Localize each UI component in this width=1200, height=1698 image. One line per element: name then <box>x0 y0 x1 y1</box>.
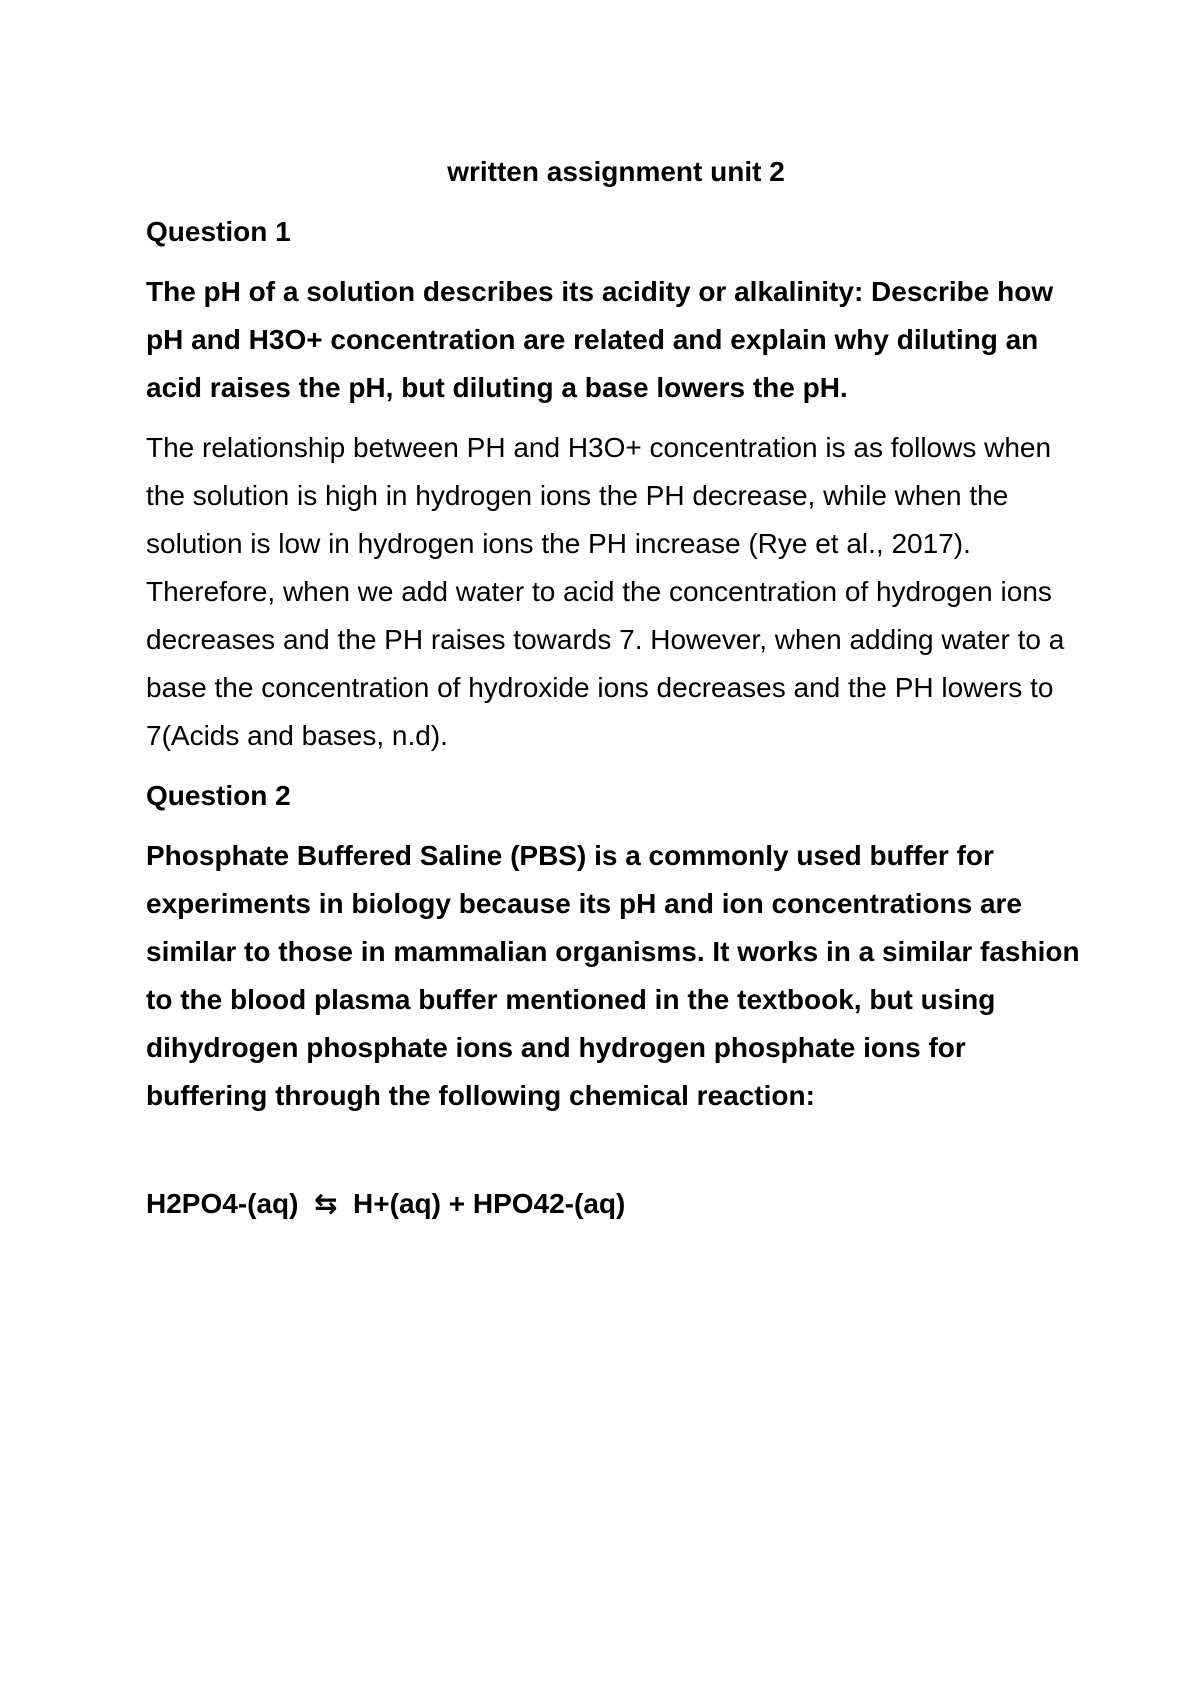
document-title: written assignment unit 2 <box>447 156 785 187</box>
question-2-heading: Question 2 <box>146 780 291 811</box>
question-2-prompt: Phosphate Buffered Saline (PBS) is a commonly used buffer for experiments in biology because its pH and ion concentrations are similar to those in mammalian organisms. It works in a similar fashion to the blood plasma buffer mentioned in the textbook, but using dihydrogen phosphate ions and hydrogen phosphate ions for buffering through the following chemical reaction: <box>146 840 1080 1111</box>
document-page <box>146 148 1086 1228</box>
chemical-equation: H2PO4-(aq) ⇆ H+(aq) + HPO42-(aq) <box>146 1188 626 1219</box>
question-1-answer: The relationship between PH and H3O+ concentration is as follows when the solution is high in hydrogen ions the PH decrease, while when the solution is low in hydrogen ions the PH increase (Rye et al., 2017). Therefore, when we add water to acid the concentration of hydrogen ions decreases and the PH raises towards 7. However, when adding water to a base the concentration of hydroxide ions decreases and the PH lowers to 7(Acids and bases, n.d). <box>146 432 1065 751</box>
question-1-heading: Question 1 <box>146 216 291 247</box>
question-1-prompt: The pH of a solution describes its acidity or alkalinity: Describe how pH and H3O+ concentration are related and explain why diluting an acid raises the pH, but diluting a base lowers the pH. <box>146 276 1054 403</box>
